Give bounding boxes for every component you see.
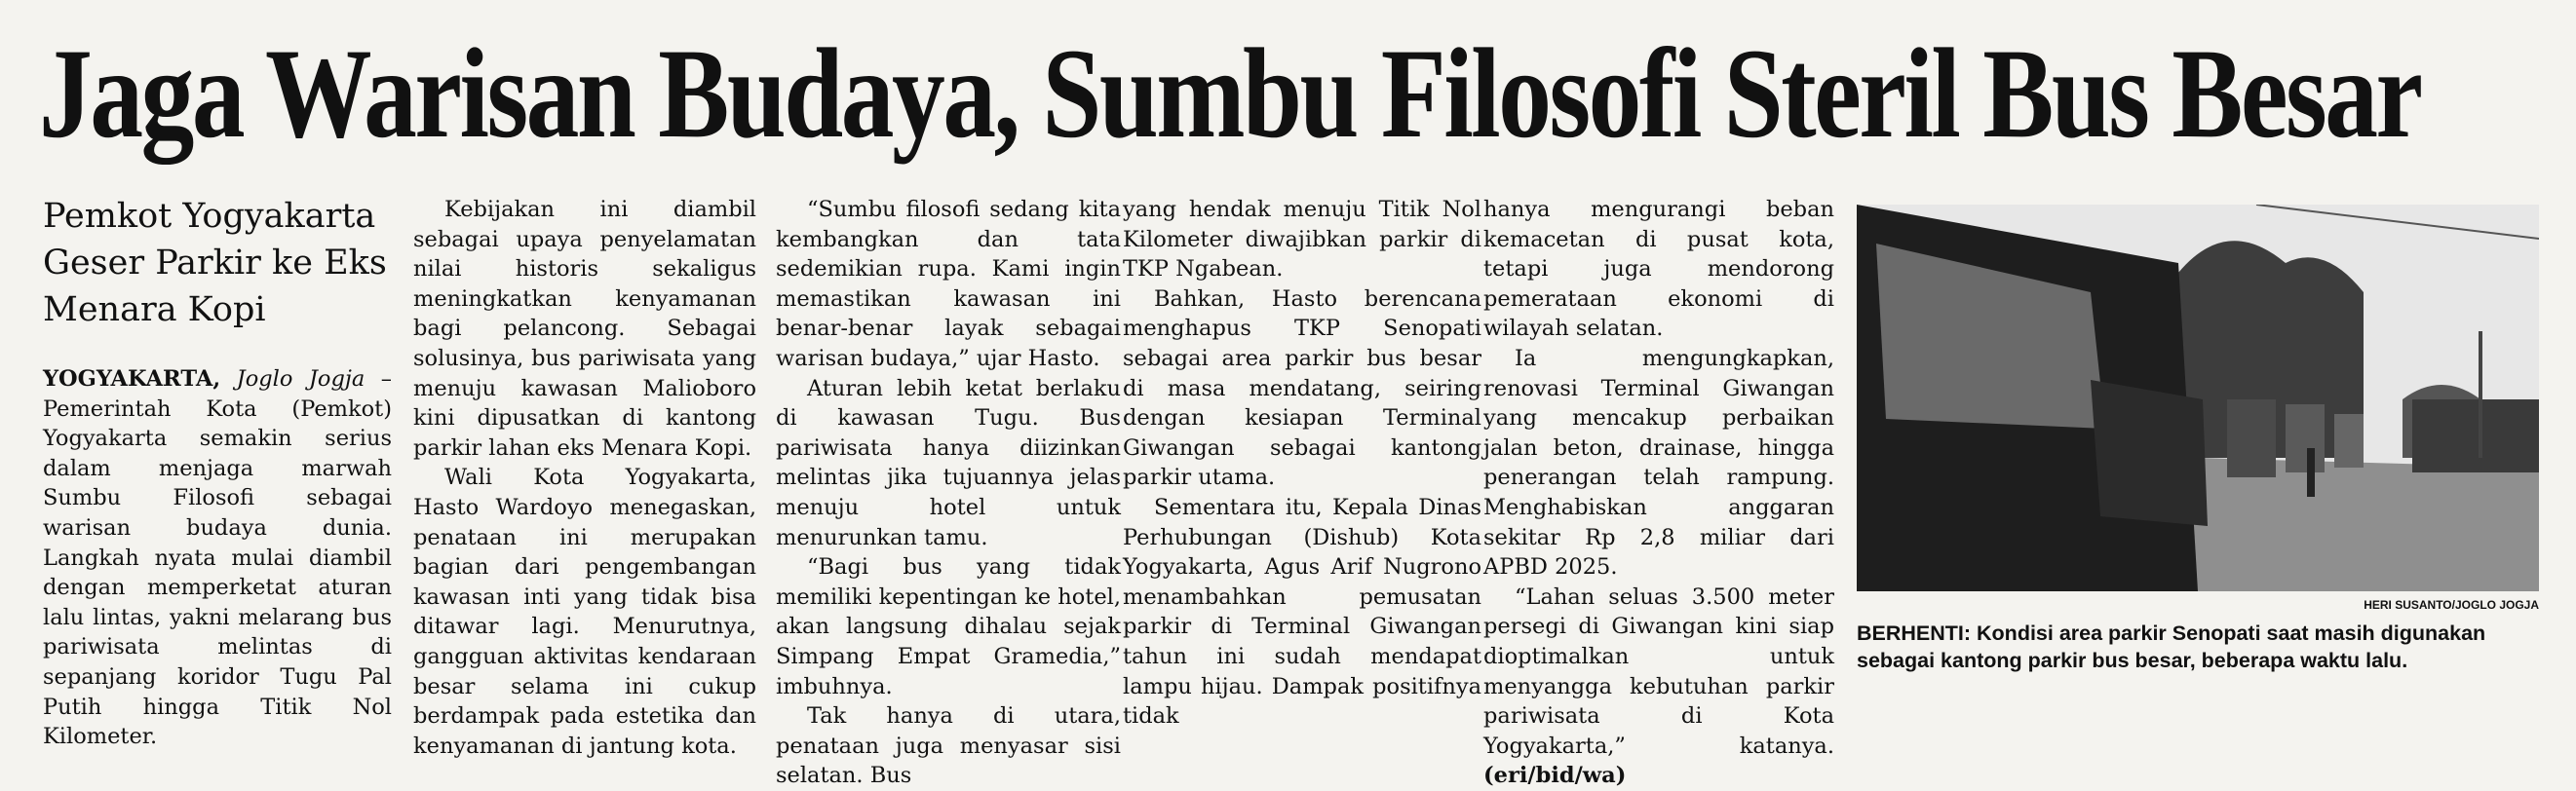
- photo-credit: HERI SUSANTO/JOGLO JOGJA: [2364, 598, 2539, 612]
- paragraph: [1483, 583, 1834, 791]
- lead-text: – Pemerintah Kota (Pemkot) Yogyakarta semakin serius dalam menjaga marwah Sumbu Filosofi sebagai warisan budaya dunia. Langkah nyata mulai diambil dengan memperketat aturan lalu lintas, yakni melarang bus pariwisata melintas di sepanjang koridor Tugu Pal Putih hingga Titik Nol Kilometer.: [43, 366, 392, 750]
- article-column-1: [43, 364, 392, 752]
- paragraph: Tak hanya di utara, penataan juga menyasar sisi selatan. Bus: [776, 703, 1121, 789]
- quote-text: “Lahan seluas 3.500 meter persegi di Giwangan kini siap dioptimalkan untuk menyangga kebutuhan parkir pariwisata di Kota Yogyakarta,” katanya.: [1483, 584, 1834, 759]
- paragraph: Bahkan, Hasto berencana menghapus TKP Senopati sebagai area parkir bus besar di masa mendatang, seiring dengan kesiapan Terminal Giwangan sebagai kantong parkir utama.: [1123, 285, 1481, 491]
- paragraph: Kebijakan ini diambil sebagai upaya penyelamatan nilai historis sekaligus meningkatkan kenyamanan bagi pelancong. Sebagai solusinya, bus pariwisata yang menuju kawasan Malioboro kini dipusatkan di kantong parkir lahan eks Menara Kopi.: [413, 197, 756, 461]
- article-column-5: [1483, 195, 1834, 791]
- subheadline: Pemkot Yogyakarta Geser Parkir ke Eks Menara Kopi: [43, 197, 387, 329]
- paragraph: Ia mengungkapkan, renovasi Terminal Giwangan yang mencakup perbaikan jalan beton, drainase, hingga penerangan telah rampung. Menghabiskan anggaran sekitar Rp 2,8 miliar dari APBD 2025.: [1483, 345, 1834, 581]
- photo-caption: BERHENTI: Kondisi area parkir Senopati saat masih digunakan sebagai kantong parkir bus besar, beberapa waktu lalu.: [1857, 622, 2486, 672]
- news-photo: [1857, 205, 2539, 591]
- lead-paragraph: [43, 364, 392, 752]
- paragraph: Sementara itu, Kepala Dinas Perhubungan (Dishub) Kota Yogyakarta, Agus Arif Nugrono menambahkan pemusatan parkir di Terminal Giwangan tahun ini sudah mendapat lampu hijau. Dampak positifnya tidak: [1123, 494, 1481, 730]
- paragraph: “Bagi bus yang tidak memiliki kepentingan ke hotel, akan langsung dihalau sejak Simpang Empat Gramedia,” imbuhnya.: [776, 554, 1121, 699]
- paragraph: hanya mengurangi beban kemacetan di pusat kota, tetapi juga mendorong pemerataan ekonomi di wilayah selatan.: [1483, 197, 1834, 342]
- bus-parking-photo: [1857, 205, 2539, 591]
- headline: Jaga Warisan Budaya, Sumbu Filosofi Steril Bus Besar: [39, 21, 2421, 165]
- paragraph: Wali Kota Yogyakarta, Hasto Wardoyo menegaskan, penataan ini merupakan bagian dari pengembangan kawasan inti yang tidak bisa ditawar lagi. Menurutnya, gangguan aktivitas kendaraan besar selama ini cukup berdampak pada estetika dan kenyamanan di jantung kota.: [413, 465, 756, 759]
- paragraph: Aturan lebih ketat berlaku di kawasan Tugu. Bus pariwisata hanya diizinkan melintas jika tujuannya jelas menuju hotel untuk menurunkan tamu.: [776, 375, 1121, 550]
- article-column-2: [413, 195, 756, 761]
- news-source: Joglo Jogja: [236, 366, 365, 392]
- article-column-4: [1123, 195, 1481, 732]
- paragraph: yang hendak menuju Titik Nol Kilometer diwajibkan parkir di TKP Ngabean.: [1123, 197, 1481, 282]
- paragraph: “Sumbu filosofi sedang kita kembangkan dan tata sedemikian rupa. Kami ingin memastikan kawasan ini benar-benar layak sebagai warisan budaya,” ujar Hasto.: [776, 197, 1121, 371]
- dateline: YOGYAKARTA,: [43, 366, 221, 392]
- byline-signoff: (eri/bid/wa): [1483, 763, 1627, 789]
- article-column-3: [776, 195, 1121, 791]
